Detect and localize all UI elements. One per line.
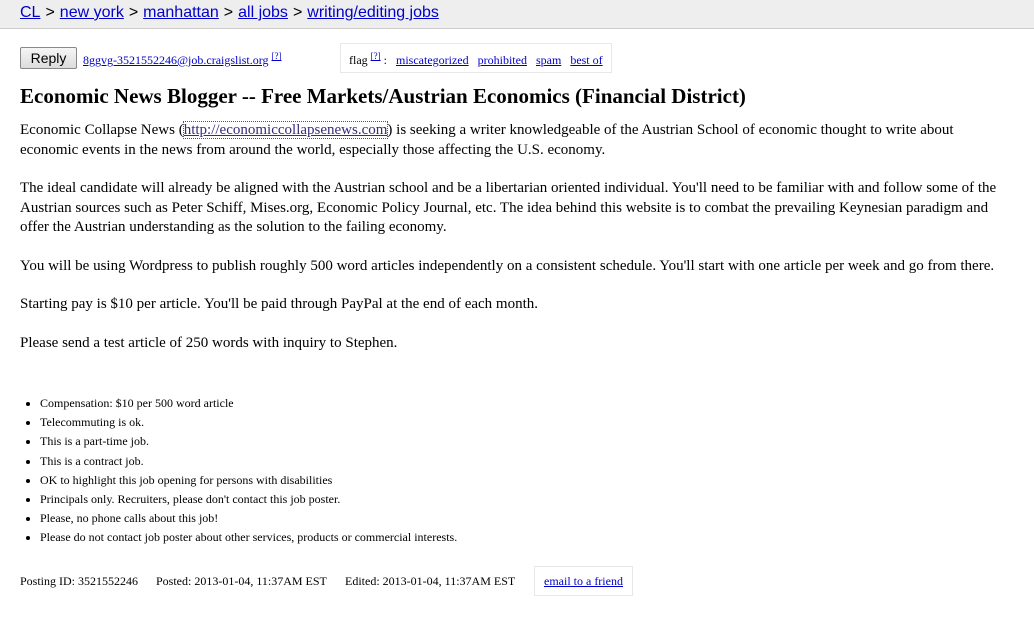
posting-info	[20, 566, 640, 596]
body-paragraph: The ideal candidate will already be aligned with the Austrian school and be a libertarian oriented individual. You'll need to be familiar with and follow some of the Austrian sources such as Peter Schiff, Mises.org, Economic Policy Journal, etc. The idea behind this website is to combat the prevailing Keynesian paradigm and offer the Austrian understanding as the solution to the failing economy.	[20, 180, 997, 235]
body-text: Economic Collapse News (	[20, 122, 184, 138]
breadcrumb-separator: >	[223, 4, 234, 21]
list-item: • Telecommuting is ok.	[40, 413, 457, 432]
website-link[interactable]: http://economiccollapsenews.com	[183, 122, 388, 138]
list-item: • Please do not contact job poster about other services, products or commercial interests.	[40, 528, 457, 547]
flag-label: flag	[349, 53, 368, 67]
list-item: • Principals only. Recruiters, please don't contact this job poster.	[40, 490, 457, 509]
posting-id: Posting ID: 3521552246	[20, 574, 139, 588]
breadcrumb-separator: >	[292, 4, 303, 21]
breadcrumb-manhattan-link[interactable]: manhattan	[143, 4, 219, 21]
flag-miscategorized-link[interactable]: miscategorized	[396, 53, 469, 67]
body-paragraph: Starting pay is $10 per article. You'll be paid through PayPal at the end of each month.	[20, 296, 539, 312]
posting-body	[20, 121, 1010, 372]
reply-help-link[interactable]: [?]	[271, 51, 282, 61]
body-paragraph: You will be using Wordpress to publish roughly 500 word articles independently on a consistent schedule. You'll start with one article per week and go from there.	[20, 257, 995, 274]
reply-email-link[interactable]: 8ggvg-3521552246@job.craigslist.org	[83, 53, 269, 67]
edited-date: Edited: 2013-01-04, 11:37AM EST	[345, 574, 516, 588]
flag-spam-link[interactable]: spam	[535, 53, 562, 67]
breadcrumb-all-jobs-link[interactable]: all jobs	[238, 4, 288, 21]
flag-colon: :	[383, 53, 387, 67]
list-item: • This is a part-time job.	[40, 432, 457, 451]
flag-help-link[interactable]: [?]	[370, 51, 381, 61]
body-paragraph	[20, 121, 1010, 160]
list-item: • This is a contract job.	[40, 452, 457, 471]
email-to-friend-link[interactable]: email to a friend	[544, 574, 623, 588]
posted-date: Posted: 2013-01-04, 11:37AM EST	[156, 574, 327, 588]
body-paragraph: Please send a test article of 250 words with inquiry to Stephen.	[20, 334, 398, 351]
email-friend-box	[534, 566, 633, 596]
breadcrumb-separator: >	[128, 4, 139, 21]
breadcrumb	[0, 0, 1034, 29]
flag-box	[340, 43, 612, 73]
breadcrumb-separator: >	[45, 4, 55, 21]
posting-attributes	[20, 394, 457, 548]
breadcrumb-new-york-link[interactable]: new york	[59, 4, 124, 21]
reply-button[interactable]: Reply	[20, 47, 77, 69]
breadcrumb-writing-editing-jobs-link[interactable]: writing/editing jobs	[307, 4, 439, 21]
posting-title: Economic News Blogger -- Free Markets/Austrian Economics (Financial District)	[20, 84, 746, 108]
body-text: ) is seeking a writer knowledgeable of the Austrian School of economic thought to write about economic events in the news from around the world, especially those affecting the U.S. economy.	[20, 122, 954, 158]
flag-prohibited-link[interactable]: prohibited	[477, 53, 527, 67]
list-item: • Please, no phone calls about this job!	[40, 509, 457, 528]
breadcrumb-cl-link[interactable]: CL	[20, 4, 41, 21]
reply-email-area	[83, 51, 281, 68]
list-item: • Compensation: $10 per 500 word article	[40, 394, 457, 413]
list-item: • OK to highlight this job opening for persons with disabilities	[40, 471, 457, 490]
flag-best-of-link[interactable]: best of	[570, 53, 603, 67]
